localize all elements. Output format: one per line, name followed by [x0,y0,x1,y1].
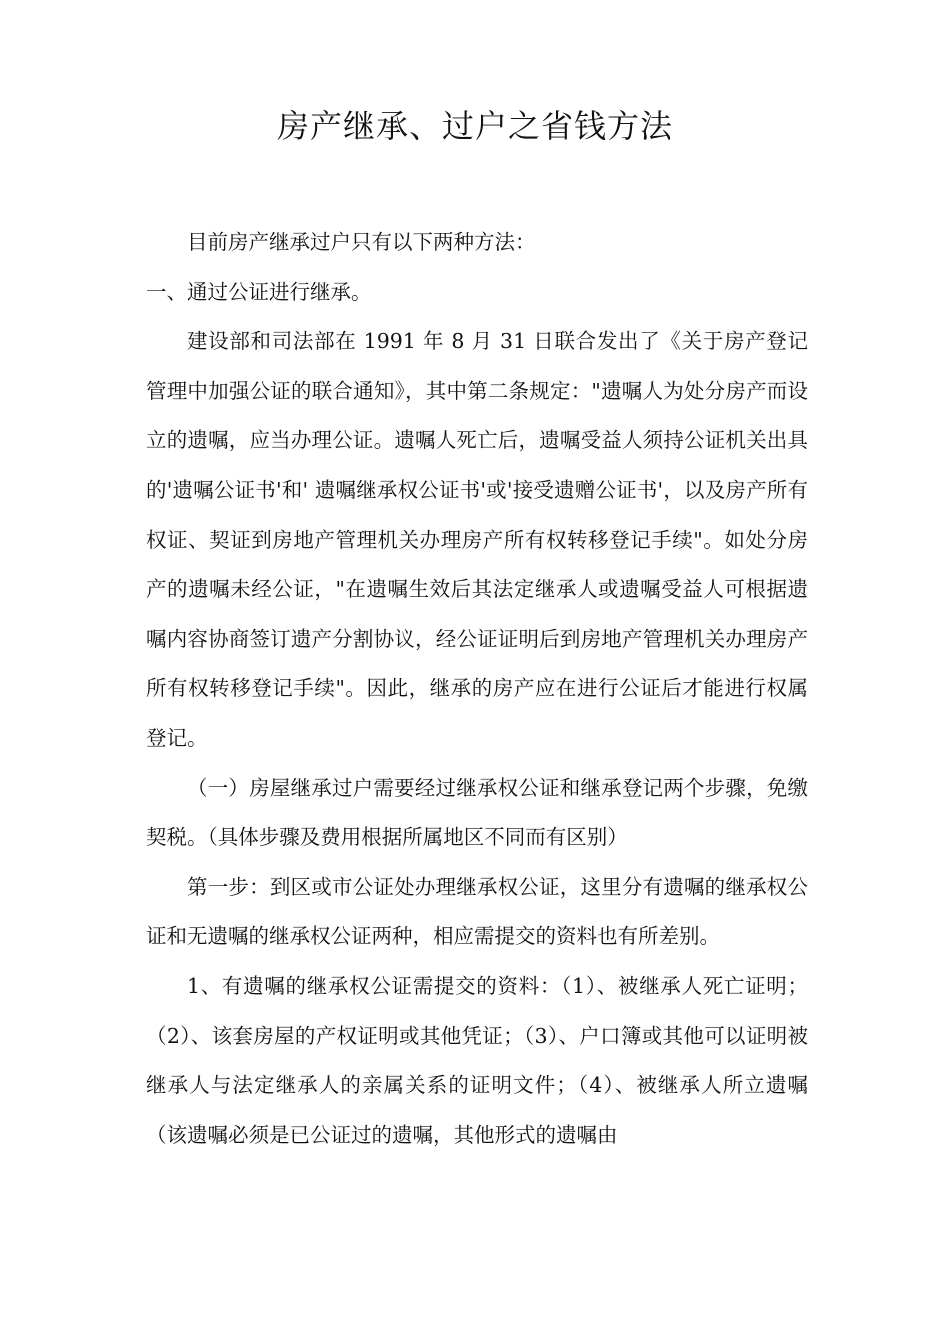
paragraph-steps-overview: （一）房屋继承过户需要经过继承权公证和继承登记两个步骤，免缴契税。（具体步骤及费用根据所属地区不同而有区别） [146,775,808,850]
document-body [146,218,808,1160]
document-title: 房产继承、过户之省钱方法 [276,107,673,145]
section-heading-1: 一、通过公证进行继承。 [146,279,372,304]
paragraph-intro: 目前房产继承过户只有以下两种方法： [187,230,536,254]
paragraph-step-one: 第一步：到区或市公证处办理继承权公证，这里分有遗嘱的继承权公证和无遗嘱的继承权公证两种，相应需提交的资料也有所差别。 [146,874,808,949]
paragraph-will-materials: 1、有遗嘱的继承权公证需提交的资料：（1）、被继承人死亡证明；（2）、该套房屋的产权证明或其他凭证；（3）、户口簿或其他可以证明被继承人与法定继承人的亲属关系的证明文件；（4）、被继承人所立遗嘱（该遗嘱必须是已公证过的遗嘱，其他形式的遗嘱由 [146,973,808,1147]
paragraph-regulation: 建设部和司法部在 1991 年 8 月 31 日联合发出了《关于房产登记管理中加强公证的联合通知》，其中第二条规定："遗嘱人为处分房产而设立的遗嘱，应当办理公证。遗嘱人死亡后，遗嘱受益人须持公证机关出具的'遗嘱公证书'和' 遗嘱继承权公证书'或'接受遗赠公证书'，以及房产所有权证、契证到房地产管理机关办理房产所有权转移登记手续"。如处分房产的遗嘱未经公证，"在遗嘱生效后其法定继承人或遗嘱受益人可根据遗嘱内容协商签订遗产分割协议，经公证证明后到房地产管理机关办理房产所有权转移登记手续"。因此，继承的房产应在进行公证后才能进行权属登记。 [146,329,808,750]
